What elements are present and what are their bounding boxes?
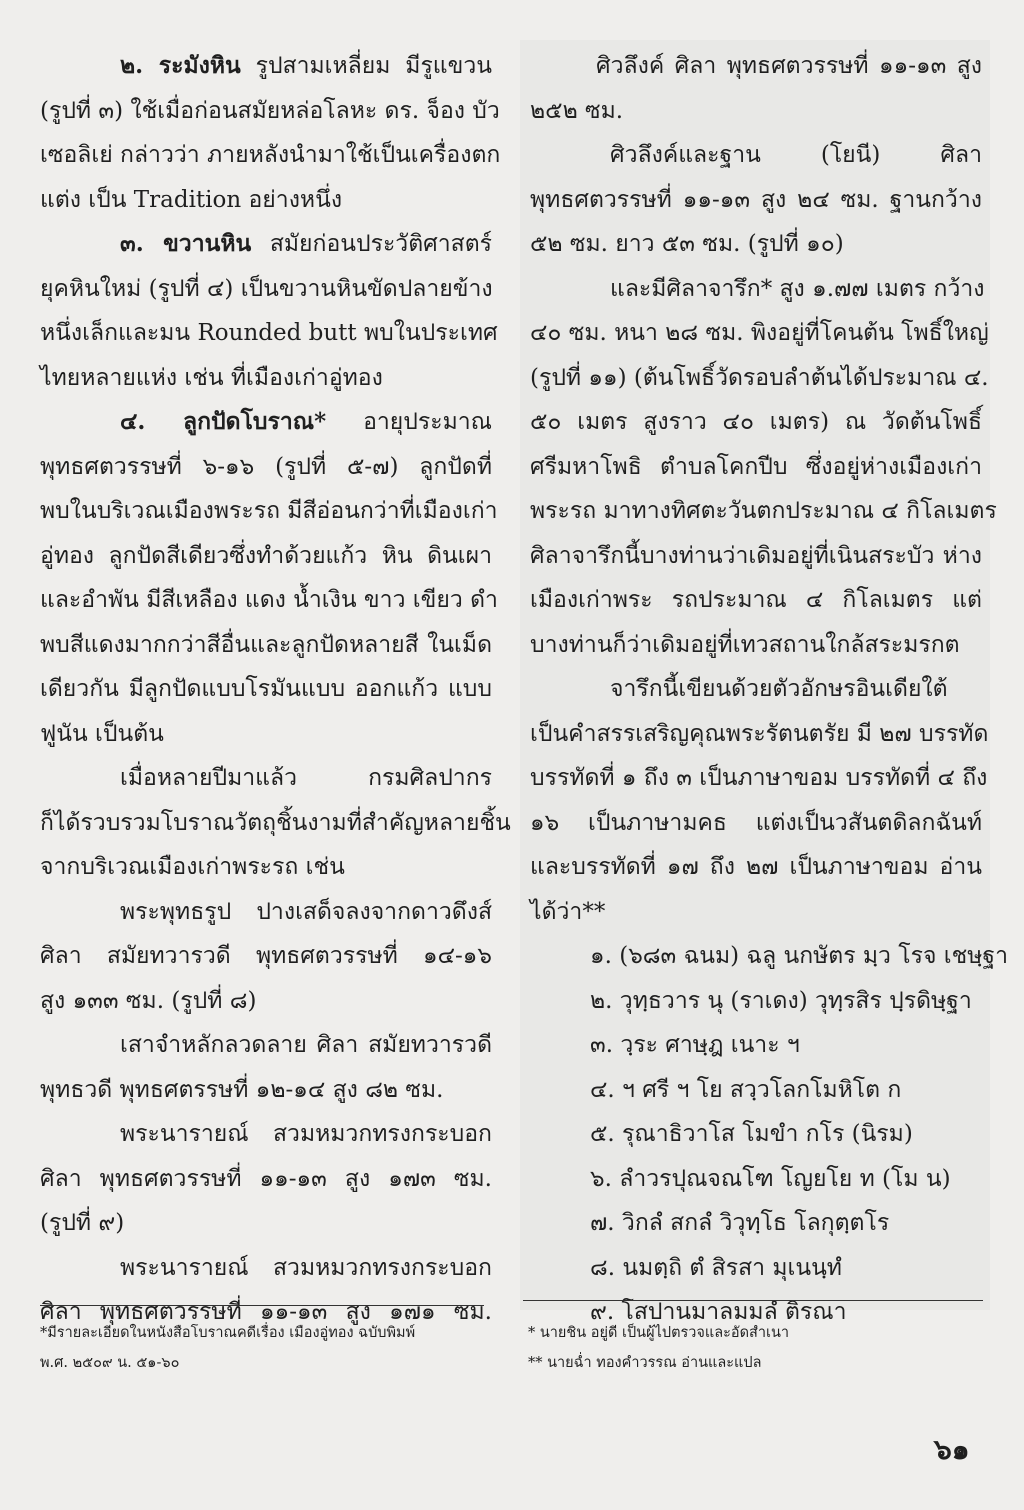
text-line: ศรีมหาโพธิ ตำบลโคกปีบ ซึ่งอยู่ห่างเมืองเก่า xyxy=(530,453,982,480)
text-line: พุทธศตวรรษที่ ๖-๑๖ (รูปที่ ๕-๗) ลูกปัดที่ xyxy=(40,453,492,480)
text-line: อู่ทอง ลูกปัดสีเดียวซึ่งทำด้วยแก้ว หิน ดินเผา xyxy=(40,542,492,569)
text-line: ศิลา สมัยทวารวดี พุทธศตวรรษที่ ๑๔-๑๖ xyxy=(40,943,492,969)
item-term: ลูกปัดโบราณ* xyxy=(183,408,327,435)
text-line: เมืองเก่าพระ รถประมาณ ๔ กิโลเมตร แต่ xyxy=(530,587,982,613)
text-line: บางท่านก็ว่าเดิมอยู่ที่เทวสถานใกล้สระมรกต xyxy=(530,631,960,658)
text-line: และบรรทัดที่ ๑๗ ถึง ๒๗ เป็นภาษาขอม อ่าน xyxy=(530,854,982,880)
left-column xyxy=(40,44,511,1335)
text-line: ศิวลึงค์ ศิลา พุทธศตวรรษที่ ๑๑-๑๓ สูง xyxy=(596,53,982,79)
text-line: ก็ได้รวบรวมโบราณวัตถุชิ้นงามที่สำคัญหลายชิ้น xyxy=(40,809,511,836)
footnote-rule-left xyxy=(40,1305,484,1306)
item-text: อายุประมาณ xyxy=(326,409,492,435)
text-line: พระนารายณ์ สวมหมวกทรงกระบอก xyxy=(120,1254,492,1281)
text-line: ไทยหลายแห่ง เช่น ที่เมืองเก่าอู่ทอง xyxy=(40,364,383,391)
item-term: ระมังหิน xyxy=(158,52,241,79)
text-line: ๕๐ เมตร สูงราว ๔๐ เมตร) ณ วัดต้นโพธิ์ xyxy=(530,409,982,435)
text-line: ๑. (๖๘๓ ฉนม) ฉลู นกษัตร มฺว โรจ เชษฺฐา xyxy=(590,943,1009,969)
text-line: พุทธศตวรรษที่ ๑๑-๑๓ สูง ๒๔ ซม. ฐานกว้าง xyxy=(530,186,982,213)
item-text: รูปสามเหลี่ยม มีรูแขวน xyxy=(240,53,492,79)
text-line: เมื่อหลายปีมาแล้ว กรมศิลปากร xyxy=(120,765,492,791)
text-line: ๔๐ ซม. หนา ๒๘ ซม. พิงอยู่ที่โคนต้น โพธิ์ใหญ่ xyxy=(530,320,989,346)
footnotes-right xyxy=(528,1318,789,1378)
text-line: เซอลิเย่ กล่าวว่า ภายหลังนำมาใช้เป็นเครื่องตก xyxy=(40,142,501,168)
text-line: (รูปที่ ๑๑) (ต้นโพธิ์วัดรอบลำต้นได้ประมาณ ๔. xyxy=(530,364,989,391)
text-line: พบสีแดงมากกว่าสีอื่นและลูกปัดหลายสี ในเม็ด xyxy=(40,631,492,658)
text-line: สูง ๑๓๓ ซม. (รูปที่ ๘) xyxy=(40,987,257,1014)
item-term: ขวานหิน xyxy=(163,230,252,257)
text-line: ๗. วิกลํ สกลํ วิวุทฺโธ โลกุตฺตโร xyxy=(590,1210,890,1236)
text-line: ศิวลึงค์และฐาน (โยนี) ศิลา xyxy=(610,142,982,168)
footnote-line: *มีรายละเอียดในหนังสือโบราณคดีเรื่อง เมืองอู่ทอง ฉบับพิมพ์ xyxy=(40,1325,416,1341)
text-line: ๒. วุทฺธวาร นุ (ราเดง) วุทฺรสิร ปฺรดิษฺฐา xyxy=(590,987,972,1014)
item-number: ๔. xyxy=(120,408,184,435)
item-number: ๒. xyxy=(120,52,159,79)
text-line: เสาจำหลักลวดลาย ศิลา สมัยทวารวดี xyxy=(120,1032,492,1058)
text-line: ได้ว่า** xyxy=(530,898,606,925)
text-line: จารึกนี้เขียนด้วยตัวอักษรอินเดียใต้ xyxy=(610,676,948,702)
text-line: และมีศิลาจารึก* สูง ๑.๗๗ เมตร กว้าง xyxy=(610,275,985,302)
text-line: เป็นคำสรรเสริญคุณพระรัตนตรัย มี ๒๗ บรรทัด xyxy=(530,720,989,747)
text-line: (รูปที่ ๙) xyxy=(40,1210,125,1236)
text-line: ๔. ฯ ศรี ฯ โย สวฺวโลกโมหิโต ก xyxy=(590,1076,902,1103)
text-line xyxy=(40,44,492,89)
text-line: เดียวกัน มีลูกปัดแบบโรมันแบบ ออกแก้ว แบบ xyxy=(40,676,492,702)
footnote-line: พ.ศ. ๒๕๐๙ น. ๕๑-๖๐ xyxy=(40,1355,180,1371)
text-line: (รูปที่ ๓) ใช้เมื่อก่อนสมัยหล่อโลหะ ดร. จ็อง บัว xyxy=(40,97,500,124)
text-line: และอำพัน มีสีเหลือง แดง น้ำเงิน ขาว เขียว ดำ xyxy=(40,587,498,613)
text-line: ๑๖ เป็นภาษามคธ แต่งเป็นวสันตดิลกฉันท์ xyxy=(530,809,982,836)
text-line: ๕๒ ซม. ยาว ๕๓ ซม. (รูปที่ ๑๐) xyxy=(530,231,844,257)
text-line: หนึ่งเล็กและมน Rounded butt พบในประเทศ xyxy=(40,320,498,346)
right-column xyxy=(530,44,1009,1335)
text-line: พบในบริเวณเมืองพระรถ มีสีอ่อนกว่าที่เมืองเก่า xyxy=(40,498,498,524)
item-text: สมัยก่อนประวัติศาสตร์ xyxy=(251,231,492,257)
text-line: ฟูนัน เป็นต้น xyxy=(40,720,164,747)
text-line: ศิลา พุทธศตวรรษที่ ๑๑-๑๓ สูง ๑๗๓ ซม. xyxy=(40,1165,492,1192)
text-line: ๙. โสปานมาลมมลํ ติรณา xyxy=(590,1299,847,1325)
text-line: แต่ง เป็น Tradition อย่างหนึ่ง xyxy=(40,186,343,213)
text-line: ๒๕๒ ซม. xyxy=(530,97,624,124)
text-line: ๖. ลำวรปุณจณโฑ โญยโย ท (โม น) xyxy=(590,1165,951,1192)
text-line: พระรถ มาทางทิศตะวันตกประมาณ ๔ กิโลเมตร xyxy=(530,498,997,524)
text-line: พระนารายณ์ สวมหมวกทรงกระบอก xyxy=(120,1121,492,1147)
footnote-rule-right xyxy=(523,1300,983,1301)
footnote-line: ** นายฉ่ำ ทองคำวรรณ อ่านและแปล xyxy=(528,1355,762,1371)
text-line: พระพุทธรูป ปางเสด็จลงจากดาวดึงส์ xyxy=(120,898,492,925)
text-line: ยุคหินใหม่ (รูปที่ ๔) เป็นขวานหินขัดปลายข้าง xyxy=(40,275,493,302)
footnotes-left xyxy=(40,1318,415,1378)
text-line: ศิลาจารึกนี้บางท่านว่าเดิมอยู่ที่เนินสระบัว ห่าง xyxy=(530,542,982,569)
footnote-line: * นายชิน อยู่ดี เป็นผู้ไปตรวจและอัดสำเนา xyxy=(528,1325,790,1341)
text-line: ๕. รุณาธิวาโส โมขำ กโร (นิรม) xyxy=(590,1121,913,1147)
text-line: จากบริเวณเมืองเก่าพระรถ เช่น xyxy=(40,854,345,880)
text-line: ศิลา พุทธศตวรรษที่ ๑๑-๑๓ สูง ๑๗๑ ซม. xyxy=(40,1299,492,1325)
item-number: ๓. xyxy=(120,230,164,257)
text-line xyxy=(40,400,492,445)
text-line: พุทธวดี พุทธศตรรษที่ ๑๒-๑๔ สูง ๘๒ ซม. xyxy=(40,1076,444,1103)
page-number: ๖๑ xyxy=(934,1433,970,1466)
text-line xyxy=(40,222,492,267)
text-line: ๓. วฺระ ศาษฺฎ เนาะ ฯ xyxy=(590,1032,800,1058)
text-line: บรรทัดที่ ๑ ถึง ๓ เป็นภาษาขอม บรรทัดที่ ๔ ถึง xyxy=(530,765,988,791)
text-line: ๘. นมตฺถิ ตํ สิรสา มุเนนฺทํ xyxy=(590,1254,842,1281)
